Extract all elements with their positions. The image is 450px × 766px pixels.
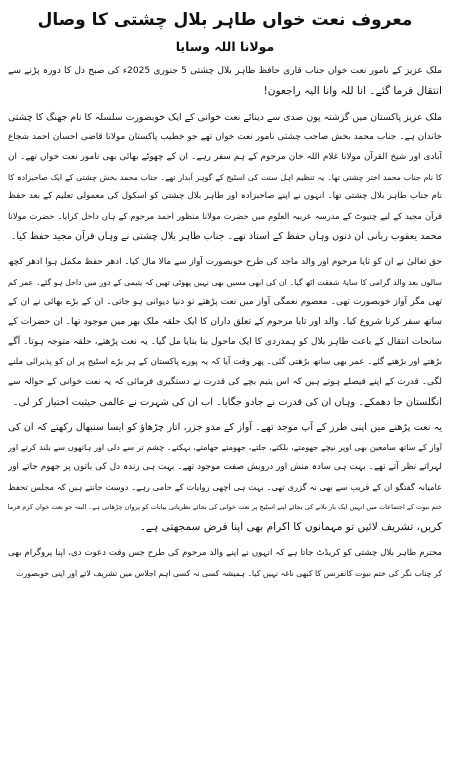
text-line: عامیانہ گفتگو ان کے قریب سے بھی نہ گزری تھی۔ بہت ہی اچھی روایات کے حامی رہے۔ دوست جانتے ہیں کہ مجلس تحفظ xyxy=(8,482,442,493)
text-line: کا نام جناب محمد اختر چشتی تھا۔ یہ تنظیم اہل سنت کی اسٹیج کے گوہر آبدار تھے۔ جناب محمد بخش چشتی کے ایک صاحبزادہ کا xyxy=(8,172,442,182)
article-body xyxy=(8,62,442,584)
article-title: معروف نعت خواں طاہر بلال چشتی کا وصال xyxy=(37,10,413,30)
text-line: ملک عزیز پاکستان میں گزشتہ پون صدی سے دینائے نعت خوانی کے ایک خوبصورت سلسلہ کا نام جھنگ کا چشتی xyxy=(8,111,442,123)
text-line: قرآن مجید کے لیے چنیوٹ کے مدرسہ عربیہ العلوم میں حضرت مولانا منظور احمد مرحوم کے ہاں داخل کرایا۔ حضرت مولانا xyxy=(8,211,442,222)
text-line: لگی۔ قدرت کے اپنے فیصلے ہوتے ہیں کہ اس یتیم بچے کی قدرت نے دستگیری فرمائی کہ یہ نعت خوانی کے حوالہ سے xyxy=(8,376,442,387)
text-line: آواز کے ساتھ سامعین بھی اوپر نیچے جھومتے، بلکتے، جلتے، جھومتے جھامتے، بہکتے۔ چشم تر سے دلی اور ہاتھوں سے بلند کرتے اور xyxy=(8,442,442,453)
paragraph xyxy=(8,253,442,412)
text-line: یہ نعت پڑھنے میں اپنی طرز کے آپ موجد تھے۔ آواز کے مدو جزر، اتار چڑھاؤ کو ایسا سنبھال رکھتے کہ ان کی xyxy=(8,422,442,434)
text-line: محترم طاہر بلال چشتی کو کریڈٹ جاتا ہے کہ انہوں نے اپنے والد مرحوم کی طرح جس وقت دعوت دی، اپنا پروگرام بھی xyxy=(8,547,442,558)
paragraph xyxy=(8,544,442,584)
text-line: انتقال فرما گئے۔ انا للہ وانا الیہ راجعون! xyxy=(263,84,442,97)
text-line: محمد یعقوب ربانی ان دنوں وہاں حفظ کے استاذ تھے۔ جناب طاہر بلال چشتی نے وہاں قرآن مجید حفظ کیا۔ xyxy=(10,231,442,243)
text-line: ملک عزیز کے نامور نعت خواں جناب قاری حافظ طاہر بلال چشتی 5 جنوری 2025ء کی صبح دل کا دورہ پڑنے سے xyxy=(8,66,442,76)
text-line: نام جناب طاہر بلال چشتی تھا۔ انہوں نے اپنے صاحبزادہ اور طاہر بلال چشتی کو اسکول کی معمولی تعلیم کے بعد حفظ xyxy=(8,191,442,202)
text-line: کریں، تشریف لائیں تو مہمانوں کا اکرام بھی اپنا فرض سمجھتی ہے۔ xyxy=(139,520,442,533)
text-line: آبادی اور شیخ القرآن مولانا غلام اللہ خان مرحوم کے ہم سفر رہے۔ ان کے چھوٹے بھائی بھی نامور نعت خواں تھے۔ ان xyxy=(8,151,442,162)
paragraph xyxy=(8,62,442,102)
author-name: مولانا اللہ وسایا xyxy=(175,39,275,54)
paragraph xyxy=(8,108,442,247)
text-line: سانحات انتقال کے باعث طاہر بلال کو ہمدردی کا ایک ماحول بنا بنایا مل گیا۔ یہ نعت پڑھتے، حلقہ متوجہ ہوتا۔ آگے xyxy=(8,336,442,347)
text-line: ساتھ سفر کرنا شروع کیا۔ والد اور تایا مرحوم کے تعلق داران کا ایک حلقہ ملک بھر میں موجود تھا۔ ان حضرات کے xyxy=(8,316,442,327)
text-line: تھی مگر آواز خوبصورت تھی۔ معصوم نعمگی آواز میں نعت پڑھتے تو دنیا دیوانی ہو جاتی۔ ان کے بڑے بھائی نے ان کے xyxy=(8,296,442,307)
text-line: لہراتے نظر آتے تھے۔ بہت ہی سادہ منش اور درویش صفت موجود تھے۔ بہت ہی زندہ دل کی باتوں پر جھوم جاتے اور xyxy=(8,462,442,473)
text-line: خاندان ہے۔ جناب محمد بخش صاحب چشتی نامور نعت خواں تھے جو خطیب پاکستان مولانا قاضی احسان احمد شجاع xyxy=(8,131,442,142)
text-line: حق تعالیٰ نے ان کو تایا مرحوم اور والد ماجد کی طرح خوبصورت آواز سے مالا مال کیا۔ ادھر حفظ مکمل ہوا ادھر کچھ xyxy=(8,257,442,268)
text-line: انگلستان جا دھمکے۔ وہاں ان کی قدرت نے جادو جگایا۔ اب ان کی شہرت نے عالمی حیثیت اختیار کر لی۔ xyxy=(12,396,442,408)
text-line: ختم نبوت کے اجتماعات میں انہیں ایک بار بلانے کی بجائے اپنے اسٹیج پر نعت خوانی کی بجائے نظریاتی بیانات کو پروان چڑھاتی ہے۔ البتہ جو نعت خواں کرم فرما xyxy=(8,503,442,512)
text-line: سالوں بعد والد گرامی کا سایۂ شفقت اٹھ گیا۔ ان کی ابھی مسیں بھی نہیں پھوٹی تھیں کہ یتیمی کے دور میں داخل ہو گئے۔ عمر کم xyxy=(8,278,442,288)
text-line: کر چناب نگر کی ختم نبوت کانفرنس کا کبھی ناغہ نہیں کیا۔ ہمیشہ کسی نہ کسی اہم اجلاس میں تشریف لاتے اور اپنی خوبصورت xyxy=(16,568,442,578)
paragraph xyxy=(8,418,442,537)
text-line: بڑھتے اور بڑھتے گئے۔ عمر بھی ساتھ بڑھتی گئی۔ پھر وقت آیا کہ یہ پورے پاکستان کے ہر بڑے اسٹیج پر ان کو پذیرائی ملنے xyxy=(8,356,442,367)
